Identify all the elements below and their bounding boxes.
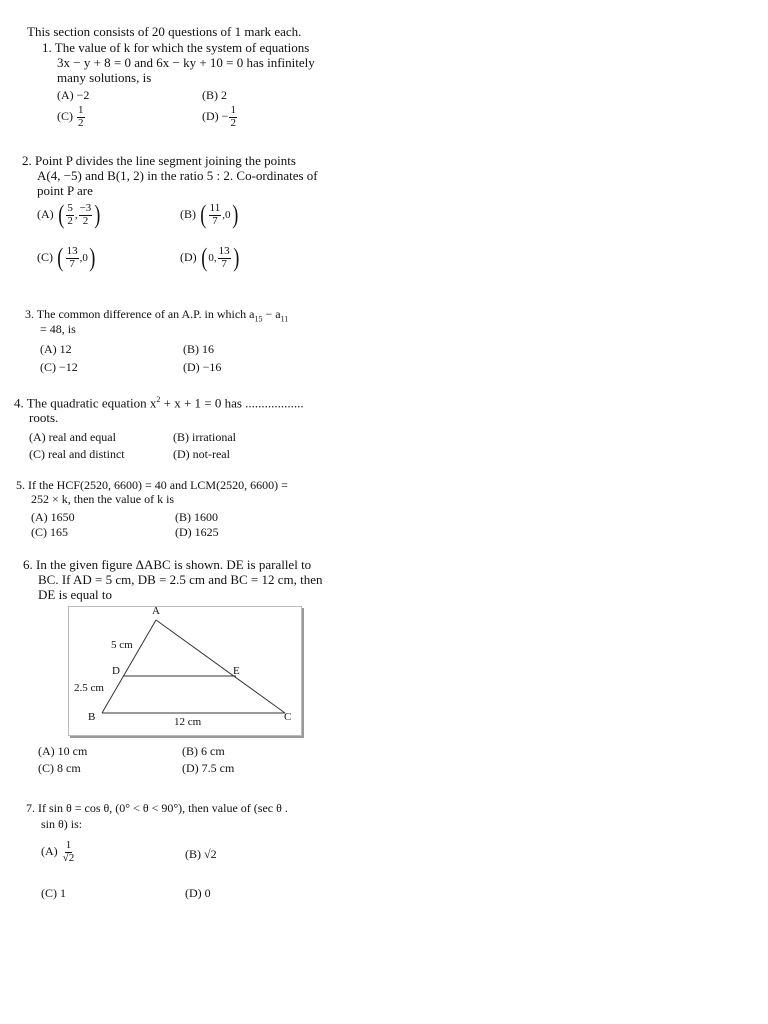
q2-option-a-label: (A) bbox=[37, 206, 54, 221]
q3-option-a: (A) 12 bbox=[40, 342, 72, 356]
q2-option-d-label: (D) bbox=[180, 249, 197, 264]
q1-line3: many solutions, is bbox=[57, 70, 152, 85]
section-header: This section consists of 20 questions of 1 mark each. bbox=[27, 24, 302, 39]
minus-sign: − bbox=[221, 108, 229, 123]
label-e: E bbox=[233, 665, 240, 677]
q2-option-d: (D) ( 0, $\frac{13}{7}$ ) bbox=[180, 243, 239, 272]
q7-option-d: (D) 0 bbox=[185, 886, 211, 900]
q6-option-c: (C) 8 cm bbox=[38, 761, 81, 775]
q5-option-d: (D) 1625 bbox=[175, 525, 219, 539]
q4-option-d: (D) not-real bbox=[173, 447, 230, 461]
q2-option-b-label: (B) bbox=[180, 206, 196, 221]
q1-line2: 3x − y + 8 = 0 and 6x − ky + 10 = 0 has infinitely bbox=[57, 55, 315, 70]
label-bc-length: 12 cm bbox=[174, 716, 202, 728]
q6-line1: 6. In the given figure ΔABC is shown. DE is parallel to bbox=[23, 557, 312, 572]
q3-option-c: (C) −12 bbox=[40, 360, 78, 374]
q3-option-b: (B) 16 bbox=[183, 342, 214, 356]
q7-line2: sin θ) is: bbox=[41, 817, 83, 831]
q5-option-a: (A) 1650 bbox=[31, 510, 75, 524]
triangle-figure bbox=[68, 606, 302, 736]
q2-line2: A(4, −5) and B(1, 2) in the ratio 5 : 2. Co-ordinates of bbox=[37, 168, 318, 183]
q6-line2: BC. If AD = 5 cm, DB = 2.5 cm and BC = 12 cm, then bbox=[38, 572, 323, 587]
q4-line1: 4. The quadratic equation $x^2 + x + 1 = 0$ has .................. bbox=[14, 395, 304, 411]
q4-option-c: (C) real and distinct bbox=[29, 447, 125, 461]
q2-option-a: (A) ( $\frac{5}{2}$ , $\frac{-3}{2}$ ) bbox=[37, 200, 101, 229]
q2-option-c: (C) ( $\frac{13}{7}$ ,0 ) bbox=[37, 243, 96, 272]
q7-option-a bbox=[41, 840, 76, 864]
q6-option-b: (B) 6 cm bbox=[182, 744, 225, 758]
q3-line1: 3. The common difference of an A.P. in which $a_{15} - a_{11}$ bbox=[25, 307, 289, 324]
q1-line1: 1. The value of k for which the system of equations bbox=[42, 40, 310, 55]
q2-option-c-label: (C) bbox=[37, 249, 53, 264]
q7-option-c: (C) 1 bbox=[41, 886, 66, 900]
label-db-length: 2.5 cm bbox=[74, 682, 104, 694]
q6-option-a: (A) 10 cm bbox=[38, 744, 88, 758]
label-d: D bbox=[112, 665, 120, 677]
q7-option-b: (B) √2 bbox=[185, 847, 217, 861]
fraction: $\frac{1}{2}$ bbox=[78, 104, 84, 129]
label-a: A bbox=[152, 605, 160, 617]
q4-option-b: (B) irrational bbox=[173, 430, 236, 444]
fraction: $\frac{1}{√2}$ bbox=[62, 839, 75, 864]
q5-line1: 5. If the HCF(2520, 6600) = 40 and LCM(2520, 6600) = bbox=[16, 478, 288, 492]
q1-option-b: (B) 2 bbox=[202, 88, 227, 102]
label-c: C bbox=[284, 711, 292, 723]
q5-option-c: (C) 165 bbox=[31, 525, 68, 539]
q4-option-a: (A) real and equal bbox=[29, 430, 116, 444]
q5-option-b: (B) 1600 bbox=[175, 510, 218, 524]
side-ab bbox=[102, 620, 156, 713]
label-b: B bbox=[88, 711, 96, 723]
q1-option-d bbox=[202, 105, 238, 129]
q2-line3: point P are bbox=[37, 183, 93, 198]
q4-line2: roots. bbox=[29, 410, 59, 425]
q1-option-c-label: (C) bbox=[57, 108, 73, 123]
q7-line1: 7. If sin θ = cos θ, (0° < θ < 90°), then value of (sec θ . bbox=[26, 801, 288, 815]
q3-line2: = 48, is bbox=[40, 322, 76, 336]
q6-option-d: (D) 7.5 cm bbox=[182, 761, 235, 775]
q6-line3: DE is equal to bbox=[38, 587, 113, 602]
q2-line1: 2. Point P divides the line segment joining the points bbox=[22, 153, 296, 168]
q2-option-b: (B) ( $\frac{11}{7}$ ,0 ) bbox=[180, 200, 238, 229]
label-ad-length: 5 cm bbox=[111, 639, 133, 651]
q1-option-c bbox=[57, 105, 86, 129]
q1-option-a: (A) −2 bbox=[57, 88, 90, 102]
side-ac bbox=[156, 620, 285, 713]
fraction: $\frac{1}{2}$ bbox=[230, 104, 236, 129]
q5-line2: 252 × k, then the value of k is bbox=[31, 492, 175, 506]
q1-option-d-label: (D) bbox=[202, 108, 219, 123]
q3-option-d: (D) −16 bbox=[183, 360, 222, 374]
q7-option-a-label: (A) bbox=[41, 843, 58, 858]
